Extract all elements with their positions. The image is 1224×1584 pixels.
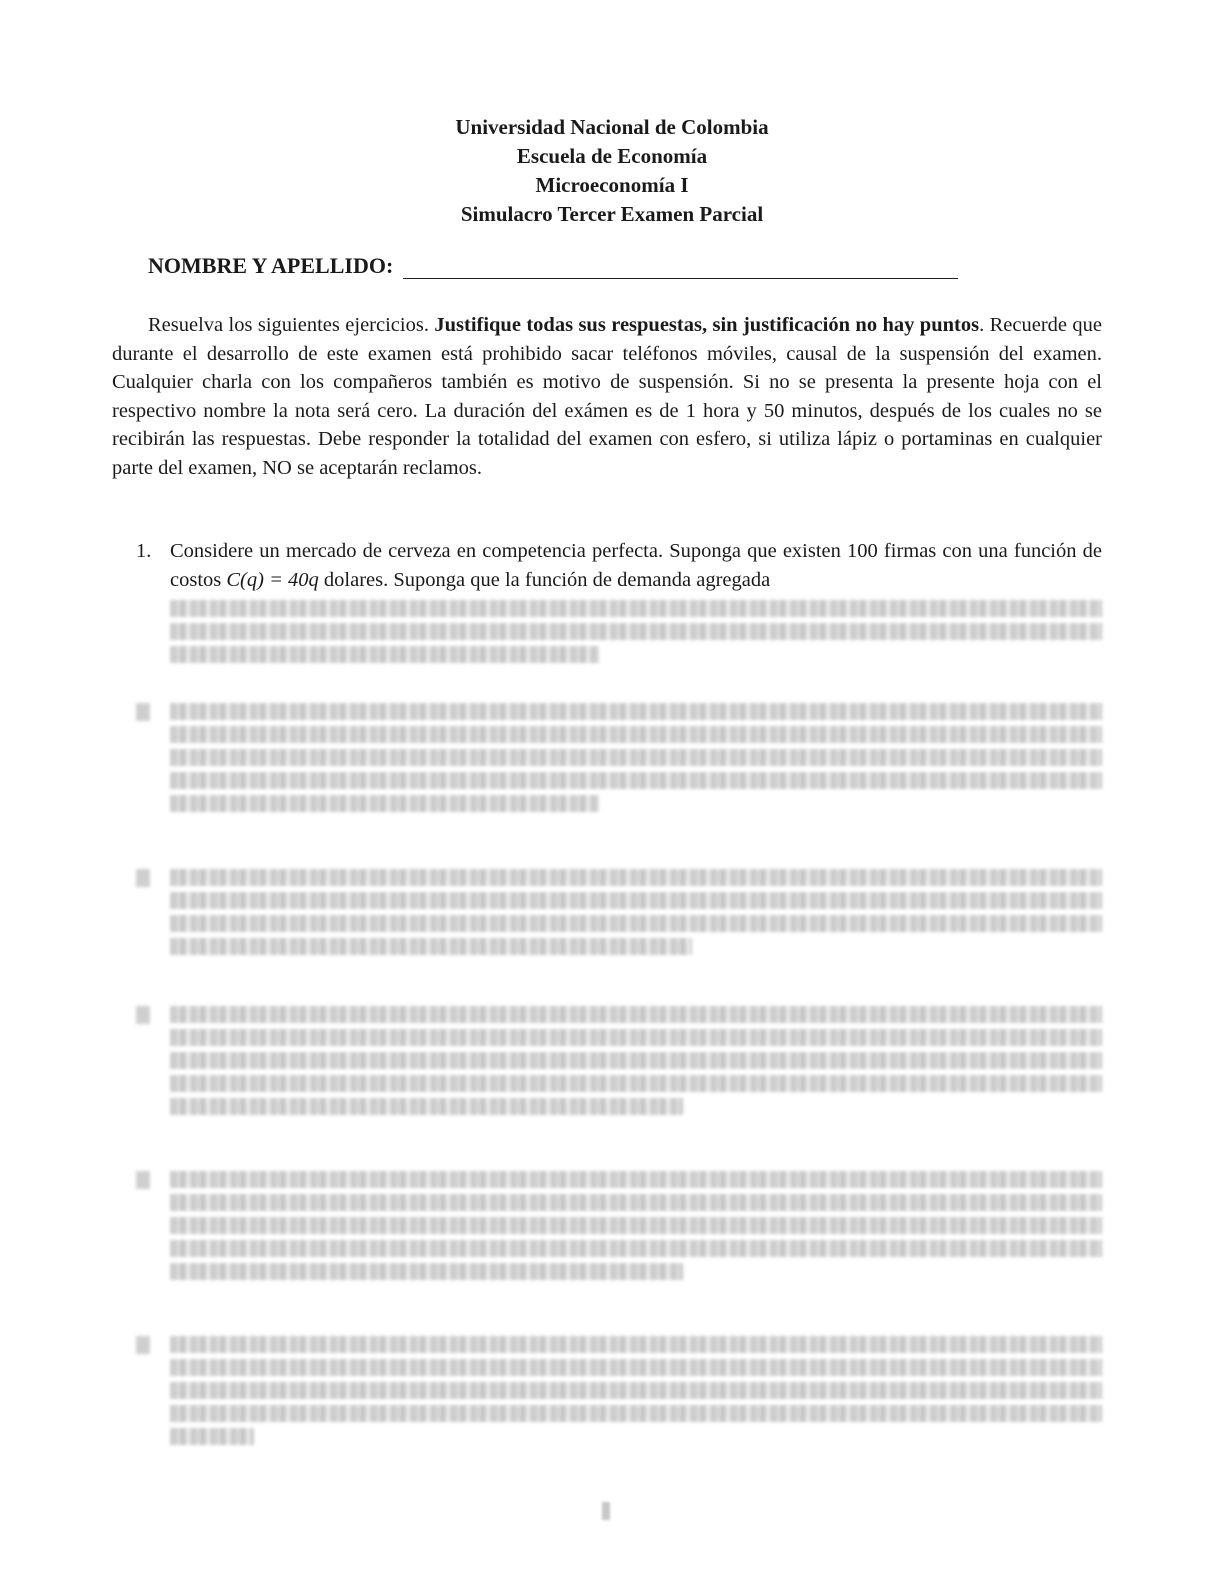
redacted-question-number bbox=[136, 869, 150, 887]
page-number bbox=[602, 1502, 610, 1520]
instructions-paragraph bbox=[112, 311, 1102, 483]
redacted-text-block bbox=[170, 863, 1102, 961]
name-field bbox=[148, 253, 958, 279]
instructions-bold-text: Justifique todas sus respuestas, sin justificación no hay puntos bbox=[434, 314, 980, 336]
name-blank-line bbox=[403, 256, 958, 279]
instructions-text-2: . Recuerde que durante el desarrollo de este examen está prohibido sacar teléfonos móviles, causal de la suspensión del examen. Cualquier charla con los compañeros también es motivo de suspensión. Si no se presenta la presente hoja con el respectivo nombre la nota será cero. La duración del exámen es de 1 hora y 50 minutos, después de los cuales no se recibirán las respuestas. Debe responder la totalidad del examen con esfero, si utiliza lápiz o portaminas en cualquier parte del examen, NO se aceptarán reclamos. bbox=[112, 314, 1102, 479]
document-header bbox=[0, 113, 1224, 229]
question-text bbox=[170, 537, 1102, 594]
redacted-text-block bbox=[170, 594, 1102, 669]
name-field-label: NOMBRE Y APELLIDO: bbox=[148, 253, 394, 278]
school-name: Escuela de Economía bbox=[516, 144, 708, 168]
question-text-part: Considere un mercado de cerveza en competencia perfecta. Suponga que existen 100 firmas con una función de costos bbox=[170, 540, 1102, 591]
question-text-part: dolares. Suponga que la función de demanda agregada bbox=[318, 568, 771, 591]
redacted-question-number bbox=[136, 703, 150, 721]
course-name: Microeconomía I bbox=[535, 173, 689, 197]
redacted-text-block bbox=[170, 1165, 1102, 1286]
cost-function-math: C(q) = 40q bbox=[226, 568, 319, 591]
redacted-text-block bbox=[170, 1000, 1102, 1121]
redacted-question-number bbox=[136, 1006, 150, 1024]
instructions-text-1: Resuelva los siguientes ejercicios. bbox=[148, 314, 435, 336]
question-number: 1. bbox=[136, 540, 152, 562]
redacted-question-number bbox=[136, 1171, 150, 1189]
redacted-text-block bbox=[170, 697, 1102, 818]
university-name: Universidad Nacional de Colombia bbox=[455, 115, 769, 139]
exam-title: Simulacro Tercer Examen Parcial bbox=[460, 202, 764, 226]
redacted-text-block bbox=[170, 1330, 1102, 1451]
redacted-question-number bbox=[136, 1336, 150, 1354]
